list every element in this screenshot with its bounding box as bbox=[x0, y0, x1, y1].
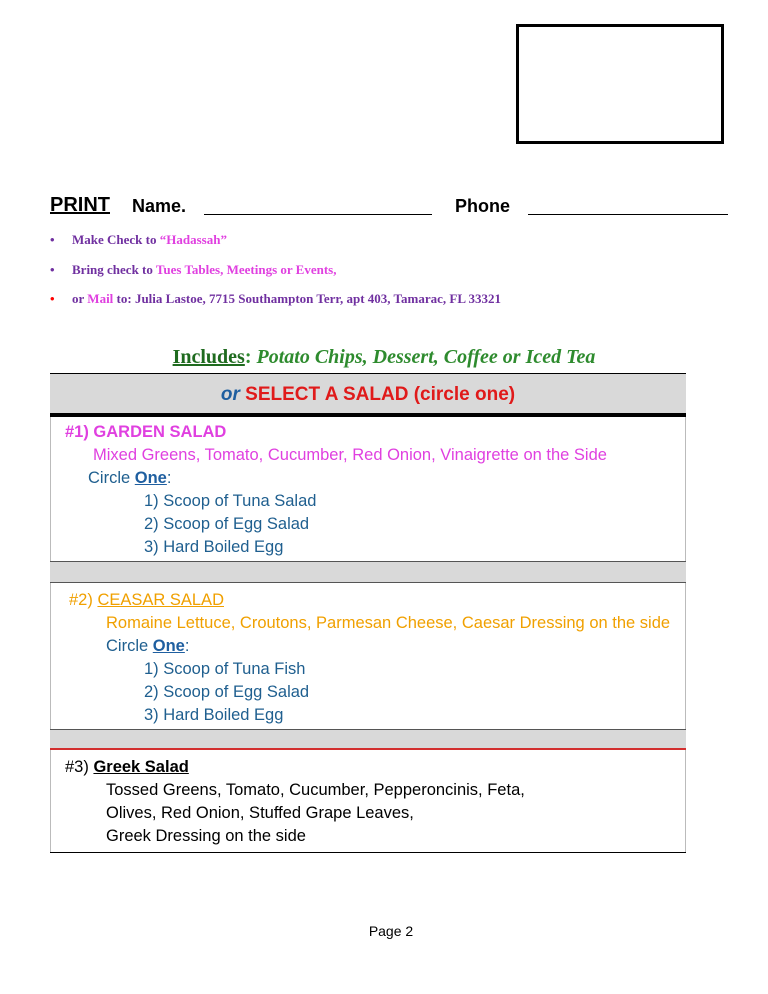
salad-table-header: or SELECT A SALAD (circle one) bbox=[50, 373, 686, 417]
bullet-dot-icon: • bbox=[50, 262, 55, 277]
caesar-salad-title: #2) CEASAR SALAD bbox=[69, 591, 224, 609]
garden-option[interactable]: 1) Scoop of Tuna Salad bbox=[144, 492, 317, 510]
garden-salad-desc: Mixed Greens, Tomato, Cucumber, Red Onion, Vinaigrette on the Side bbox=[93, 446, 607, 464]
bullet-bring-check: • Bring check to Tues Tables, Meetings or Events, bbox=[50, 262, 337, 277]
caesar-option[interactable]: 1) Scoop of Tuna Fish bbox=[144, 660, 306, 678]
caesar-option[interactable]: 2) Scoop of Egg Salad bbox=[144, 683, 310, 701]
garden-salad-title: #1) GARDEN SALAD bbox=[65, 423, 227, 441]
garden-salad-section[interactable] bbox=[50, 417, 686, 561]
table-bottom-border bbox=[50, 852, 686, 853]
caesar-salad-section[interactable] bbox=[50, 583, 686, 729]
bullet-dot-icon: • bbox=[50, 232, 55, 247]
caesar-salad-desc: Romaine Lettuce, Croutons, Parmesan Cheese, Caesar Dressing on the side bbox=[106, 614, 671, 632]
bullet-make-check: • Make Check to “Hadassah” bbox=[50, 232, 227, 247]
phone-label: Phone bbox=[455, 196, 511, 216]
caesar-circle-one: Circle One: bbox=[106, 637, 190, 655]
phone-field-line[interactable] bbox=[528, 214, 728, 215]
photo-placeholder-box bbox=[516, 24, 724, 144]
caesar-option[interactable]: 3) Hard Boiled Egg bbox=[144, 706, 284, 724]
print-name-row bbox=[50, 194, 740, 218]
table-separator bbox=[50, 729, 686, 750]
bullet-mail-to: • or Mail to: Julia Lastoe, 7715 Southampton Terr, apt 403, Tamarac, FL 33321 bbox=[50, 291, 502, 306]
includes-line: Includes: Potato Chips, Dessert, Coffee or Iced Tea bbox=[172, 346, 596, 368]
garden-option[interactable]: 3) Hard Boiled Egg bbox=[144, 538, 284, 556]
garden-option[interactable]: 2) Scoop of Egg Salad bbox=[144, 515, 310, 533]
bullet-dot-icon: • bbox=[50, 291, 55, 306]
includes-items: Potato Chips, Dessert, Coffee or Iced Tea bbox=[251, 346, 596, 368]
greek-salad-line: Greek Dressing on the side bbox=[106, 827, 306, 845]
includes-label: Includes bbox=[172, 346, 245, 368]
greek-salad-section[interactable] bbox=[50, 750, 686, 852]
table-separator bbox=[50, 561, 686, 583]
page-number: Page 2 bbox=[368, 923, 414, 939]
name-field-line[interactable] bbox=[204, 214, 432, 215]
greek-salad-title: #3) Greek Salad bbox=[65, 758, 189, 776]
name-label: Name. bbox=[132, 196, 187, 216]
salad-menu-table bbox=[50, 373, 686, 853]
greek-salad-line: Tossed Greens, Tomato, Cucumber, Pepperoncinis, Feta, bbox=[106, 781, 525, 799]
greek-salad-line: Olives, Red Onion, Stuffed Grape Leaves, bbox=[106, 804, 414, 822]
print-label: PRINT bbox=[50, 194, 110, 216]
garden-circle-one: Circle One: bbox=[88, 469, 172, 487]
